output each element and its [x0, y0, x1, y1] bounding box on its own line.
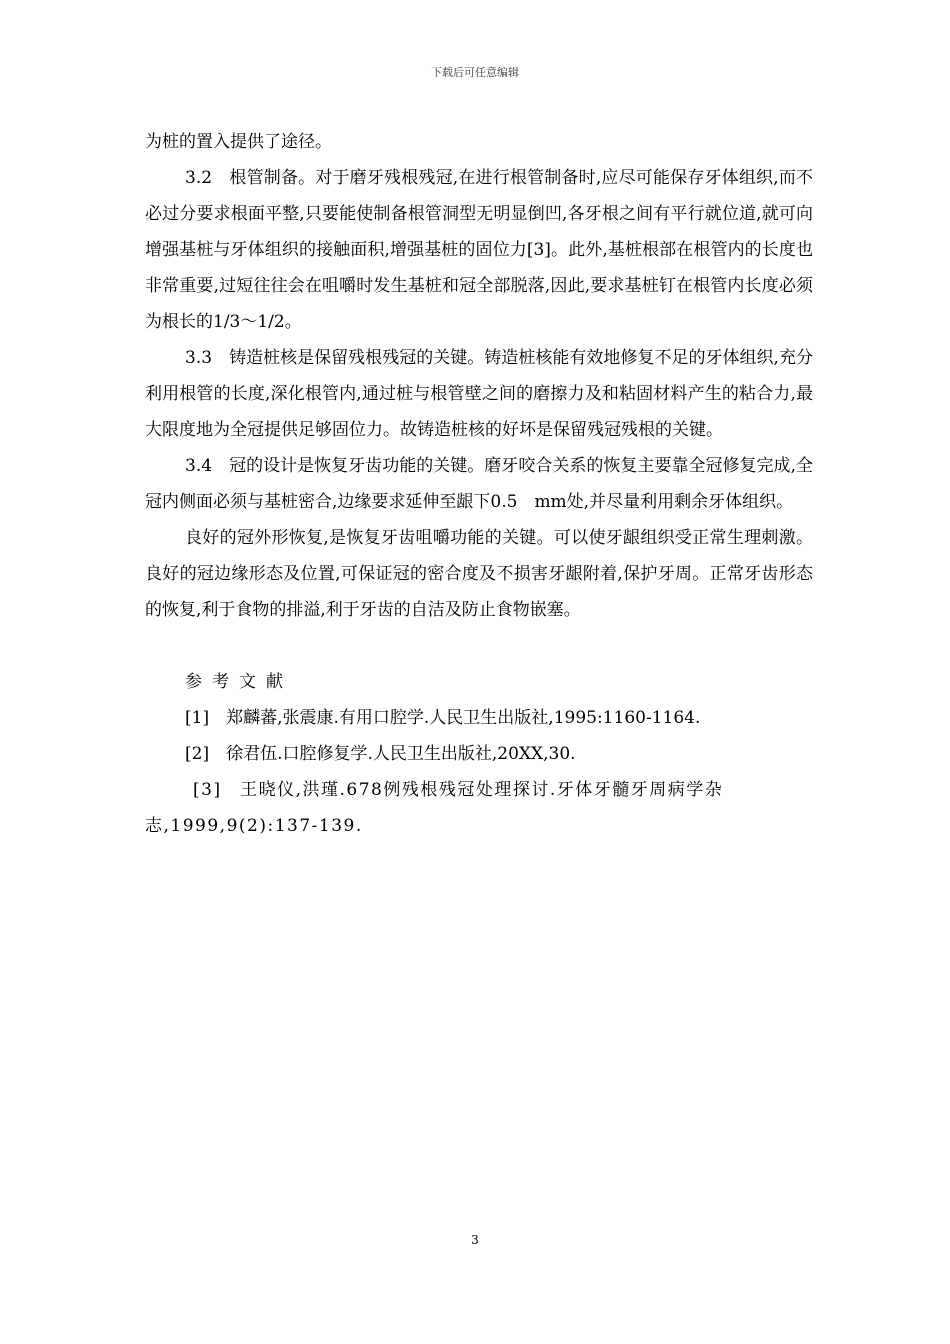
reference-item-1: [1] 郑麟蕃,张震康.有用口腔学.人民卫生出版社,1995:1160-1164. — [185, 708, 701, 728]
paragraph-section-3-3: 3.3 铸造桩核是保留残根残冠的关键。铸造桩核能有效地修复不足的牙体组织,充分利用根管的长度,深化根管内,通过桩与根管壁之间的磨擦力及和粘固材料产生的粘合力,最大限度地为全冠提供足够固位力。故铸造桩核的好坏是保留残冠残根的关键。 — [145, 348, 813, 440]
references-section — [145, 664, 813, 844]
reference-item-2: [2] 徐君伍.口腔修复学.人民卫生出版社,20XX,30. — [185, 744, 576, 764]
paragraph-section-3-4: 3.4 冠的设计是恢复牙齿功能的关键。磨牙咬合关系的恢复主要靠全冠修复完成,全冠内侧面必须与基桩密合,边缘要求延伸至龈下0.5 mm处,并尽量利用剩余牙体组织。 — [145, 456, 813, 512]
references-heading: 参考文献 — [185, 672, 293, 692]
paragraph-section-3-2: 3.2 根管制备。对于磨牙残根残冠,在进行根管制备时,应尽可能保存牙体组织,而不必过分要求根面平整,只要能使制备根管洞型无明显倒凹,各牙根之间有平行就位道,就可向增强基桩与牙体组织的接触面积,增强基桩的固位力[3]。此外,基桩根部在根管内的长度也非常重要,过短往往会在咀嚼时发生基桩和冠全部脱落,因此,要求基桩钉在根管内长度必须为根长的1/3～1/2。 — [145, 168, 813, 332]
paragraph-continuation: 为桩的置入提供了途径。 — [145, 132, 332, 152]
paragraph-crown-restoration: 良好的冠外形恢复,是恢复牙齿咀嚼功能的关键。可以使牙龈组织受正常生理刺激。良好的冠边缘形态及位置,可保证冠的密合度及不损害牙龈附着,保护牙周。正常牙齿形态的恢复,利于食物的排溢,利于牙齿的自洁及防止食物嵌塞。 — [145, 528, 813, 620]
page-number: 3 — [471, 1233, 479, 1247]
reference-item-3: [3] 王晓仪,洪瑾.678例残根残冠处理探讨.牙体牙髓牙周病学杂志,1999,9(2):137-139. — [145, 780, 724, 836]
document-body — [145, 124, 813, 844]
page-header: 下载后可任意编辑 — [431, 66, 519, 79]
